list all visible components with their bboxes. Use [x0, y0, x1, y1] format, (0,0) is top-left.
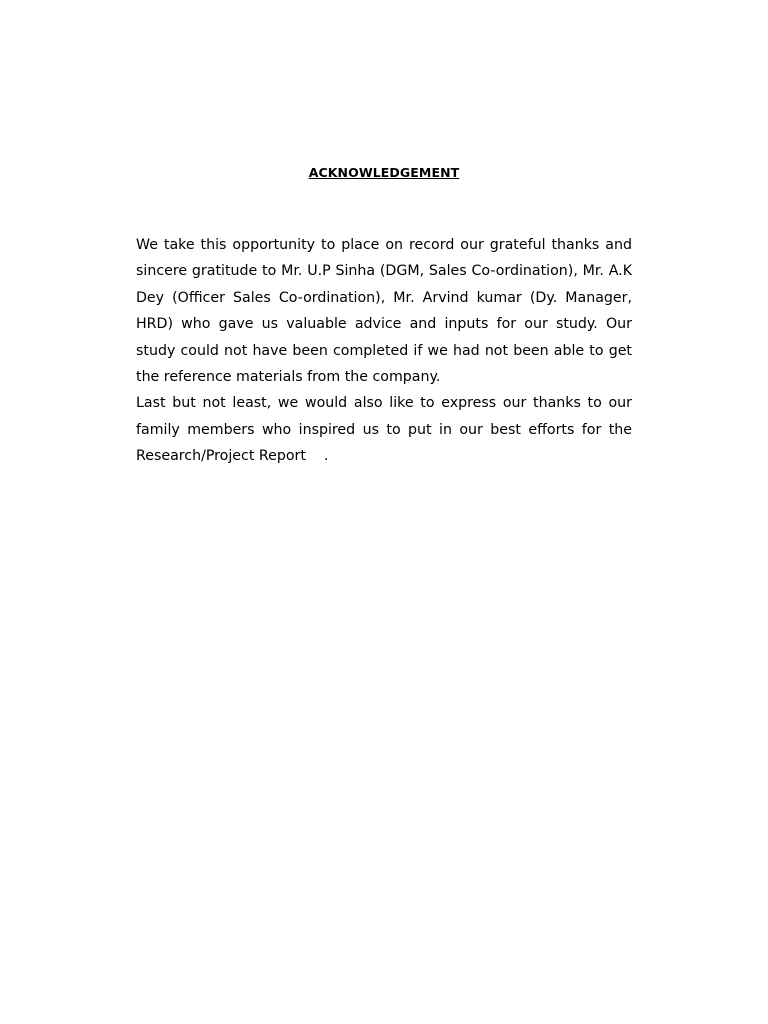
acknowledgement-body	[136, 232, 637, 470]
acknowledgement-paragraph: We take this opportunity to place on record our grateful thanks and sincere gratitude to Mr. U.P Sinha (DGM, Sales Co-ordination), Mr. A.K Dey (Officer Sales Co-ordination), Mr. Arvind kumar (Dy. Manager, HRD) who gave us valuable advice and inputs for our study. Our study could not have been completed if we had not been able to get the reference materials from the company.	[136, 237, 632, 386]
acknowledgement-paragraph: Last but not least, we would also like to express our thanks to our family members who inspired us to put in our best efforts for the Research/Project Report .	[136, 395, 637, 465]
page-title: ACKNOWLEDGEMENT	[308, 165, 460, 180]
